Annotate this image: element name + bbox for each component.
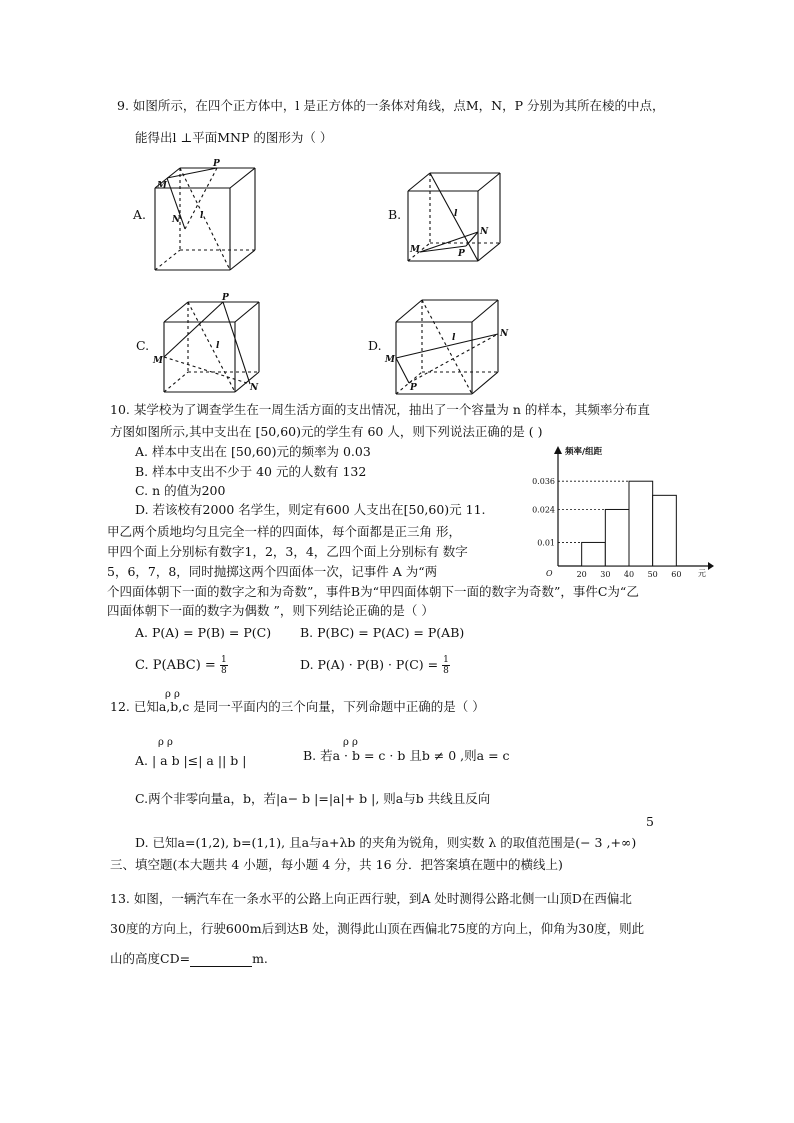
q10-option-c: C. n 的值为200 [135,483,226,498]
q11-option-d-numerator: 1 [443,655,449,665]
q10-histogram [518,442,714,578]
q9-b-point-n: N [480,227,489,237]
q11-option-d-text: D. P(A) · P(B) · P(C) = [300,657,443,672]
q12-option-b-marks: ρ ρ [343,737,358,748]
q13-line3 [110,951,268,967]
q11-option-c-fraction [220,655,228,676]
q11-option-c-text: C. P(ABC) = [135,658,220,673]
q11-line5: 四面体朝下一面的数字为偶数 ”，则下列结论正确的是（ ） [107,603,434,618]
q12-arrow-marks: ρ ρ [165,689,180,700]
q9-cube-c-figure [150,290,275,396]
q9-option-a-label: A. [133,207,147,222]
q9-c-point-m: M [153,356,163,366]
histogram-xlabel: 元 [698,569,706,578]
q11-option-d-fraction [442,655,450,676]
histogram-ytick-label: 0.036 [532,477,555,487]
q9-line2: 能得出l ⊥平面MNP 的图形为（ ） [135,130,333,145]
q10-line2: 方图如图所示,其中支出在 [50,60)元的学生有 60 人，则下列说法正确的是 ( ) [110,424,543,439]
section-3-heading: 三、填空题(本大题共 4 小题，每小题 4 分，共 16 分．把答案填在题中的横线上) [110,857,563,872]
q11-line2: 甲四个面上分别标有数字1，2，3，4，乙四个面上分别标有 数字 [107,544,468,559]
histogram-ytick-label: 0.024 [532,505,555,515]
histogram-bar [605,509,629,566]
q11-option-c-denominator: 8 [220,666,227,676]
q12-option-a: A. | a b |≤| a || b | [135,753,247,768]
q13-line1: 13. 如图，一辆汽车在一条水平的公路上向正西行驶，到A 处时测得公路北侧一山顶D在西偏北 [110,891,632,906]
q9-option-b-label: B. [388,207,402,222]
q9-a-point-n: N [172,215,181,225]
q11-option-d-denominator: 8 [443,666,449,676]
q11-option-c-numerator: 1 [220,655,227,665]
q11-option-d [300,655,450,676]
q9-d-point-n: N [500,329,509,339]
q12-option-d-numerator: 5 [646,814,654,829]
q9-c-point-n: N [250,383,259,393]
q9-a-point-m: M [157,181,167,191]
q9-line1: 9. 如图所示，在四个正方体中，l 是正方体的一条体对角线，点M，N，P 分别为其所在棱的中点， [117,98,665,113]
q9-cube-d-figure [382,290,517,398]
q12-option-a-marks: ρ ρ [158,737,173,748]
q10-option-d: D. 若该校有2000 名学生，则定有600 人支出在[50,60)元 11. [135,502,486,517]
histogram-xtick-label: 40 [623,570,635,578]
q9-cube-a-figure [145,158,275,276]
q10-option-a: A. 样本中支出在 [50,60)元的频率为 0.03 [135,444,371,459]
q13-answer-blank [190,954,252,967]
q9-option-c-label: C. [136,338,150,353]
q11-option-b: B. P(BC) = P(AC) = P(AB) [300,625,465,640]
q12-option-d: D. 已知a=(1,2), b=(1,1), 且a与a+λb 的夹角为锐角，则实数 λ 的取值范围是(− 3 ,+∞) [135,835,637,850]
q10-option-b: B. 样本中支出不少于 40 元的人数有 132 [135,464,367,479]
q10-line1: 10. 某学校为了调查学生在一周生活方面的支出情况，抽出了一个容量为 n 的样本，其频率分布直 [110,402,650,417]
q12-option-c: C.两个非零向量a，b，若|a− b |=|a|+ b |, 则a与b 共线且反向 [135,791,491,806]
q9-a-point-p: P [213,159,220,169]
q11-line1: 甲乙两个质地均匀且完全一样的四面体，每个面都是正三角 形， [107,524,461,539]
q9-d-point-p: P [410,383,417,393]
q13-line3-text: 山的高度CD= [110,951,191,966]
q9-b-point-m: M [410,245,420,255]
histogram-origin: O [546,569,553,578]
histogram-xtick-label: 20 [576,570,587,578]
histogram-xtick-label: 60 [671,570,682,578]
q9-b-point-p: P [458,249,465,259]
q11-line4: 个四面体朝下一面的数字之和为奇数”，事件B为“甲四面体朝下一面的数字为奇数”，事件C为“乙 [107,584,639,599]
q11-option-a: A. P(A) = P(B) = P(C) [135,625,272,640]
q9-option-d-label: D. [368,338,382,353]
histogram-xtick-label: 30 [600,570,611,578]
q9-cube-b-figure [398,166,516,266]
histogram-xtick-label: 50 [647,570,658,578]
q9-c-line-l: l [216,341,220,351]
q9-b-line-l: l [454,209,458,219]
q12-stem: 12. 已知a,b,c 是同一平面内的三个向量，下列命题中正确的是（ ） [110,699,485,714]
histogram-bar [629,481,653,566]
q12-option-b: B. 若a · b = c · b 且b ≠ 0 ,则a = c [303,748,510,763]
histogram-bar [582,542,606,566]
histogram-bar [653,495,677,566]
q9-c-point-p: P [222,293,229,303]
q13-line2: 30度的方向上，行驶600m后到达B 处，测得此山顶在西偏北75度的方向上，仰角为30度，则此 [110,921,645,936]
q13-unit: m. [252,951,268,966]
histogram-ytick-label: 0.01 [537,538,555,548]
q9-d-line-l: l [452,333,456,343]
q11-option-c [135,655,228,676]
q9-d-point-m: M [385,355,395,365]
q11-line3: 5，6，7，8，同时抛掷这两个四面体一次，记事件 A 为“两 [107,564,438,579]
q9-a-line-l: l [200,211,204,221]
histogram-ylabel: 频率/组距 [565,447,603,457]
